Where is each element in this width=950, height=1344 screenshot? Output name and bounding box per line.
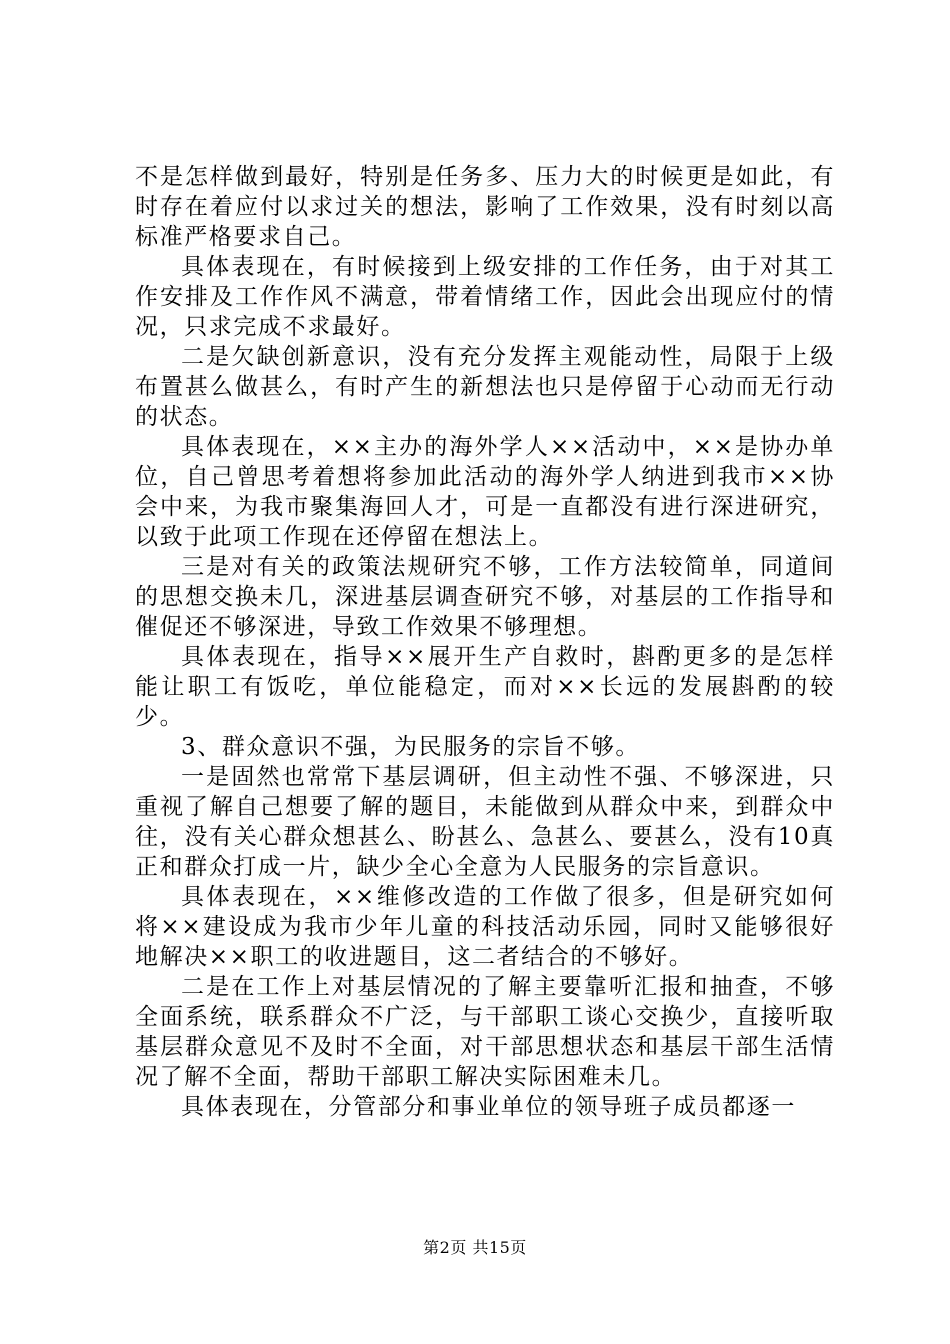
paragraph-10: 二是在工作上对基层情况的了解主要靠听汇报和抽查，不够全面系统，联系群众不广泛，与干部职工谈心交换少，直接听取基层群众意见不及时不全面，对干部思想状态和基层干部生活情况了解不全面，帮助干部职工解决实际困难未几。 <box>135 974 835 1090</box>
paragraph-4: 具体表现在，××主办的海外学人××活动中，××是协办单位，自己曾思考着想将参加此活动的海外学人纳进到我市××协会中来，为我市聚集海回人才，可是一直都没有进行深进研究，以致于此项工作现在还停留在想法上。 <box>135 434 835 550</box>
paragraph-2: 具体表现在，有时候接到上级安排的工作任务，由于对其工作安排及工作作风不满意，带着情绪工作，因此会出现应付的情况，只求完成不求最好。 <box>135 254 835 340</box>
paragraph-7: 3、群众意识不强，为民服务的宗旨不够。 <box>181 734 641 760</box>
paragraph-1: 不是怎样做到最好，特别是任务多、压力大的时候更是如此，有时存在着应付以求过关的想法，影响了工作效果，没有时刻以高标准严格要求自己。 <box>135 164 835 250</box>
paragraph-9: 具体表现在，××维修改造的工作做了很多，但是研究如何将××建设成为我市少年儿童的科技活动乐园，同时又能够很好地解决××职工的收进题目，这二者结合的不够好。 <box>135 884 835 970</box>
paragraph-8: 一是固然也常常下基层调研，但主动性不强、不够深进，只重视了解自己想要了解的题目，未能做到从群众中来，到群众中往，没有关心群众想甚么、盼甚么、急甚么、要甚么，没有10真正和群众打成一片，缺少全心全意为人民服务的宗旨意识。 <box>135 764 835 880</box>
page-number-footer: 第2页 共15页 <box>423 1238 527 1257</box>
paragraph-3: 二是欠缺创新意识，没有充分发挥主观能动性，局限于上级布置甚么做甚么，有时产生的新想法也只是停留于心动而无行动的状态。 <box>135 344 835 430</box>
paragraph-6: 具体表现在，指导××展开生产自救时，斟酌更多的是怎样能让职工有饭吃，单位能稳定，而对××长远的发展斟酌的较少。 <box>135 644 835 730</box>
paragraph-5: 三是对有关的政策法规研究不够，工作方法较简单，同道间的思想交换未几，深进基层调查研究不够，对基层的工作指导和催促还不够深进，导致工作效果不够理想。 <box>135 554 835 640</box>
document-body <box>135 162 835 1122</box>
paragraph-11: 具体表现在，分管部分和事业单位的领导班子成员都逐一 <box>181 1094 796 1120</box>
